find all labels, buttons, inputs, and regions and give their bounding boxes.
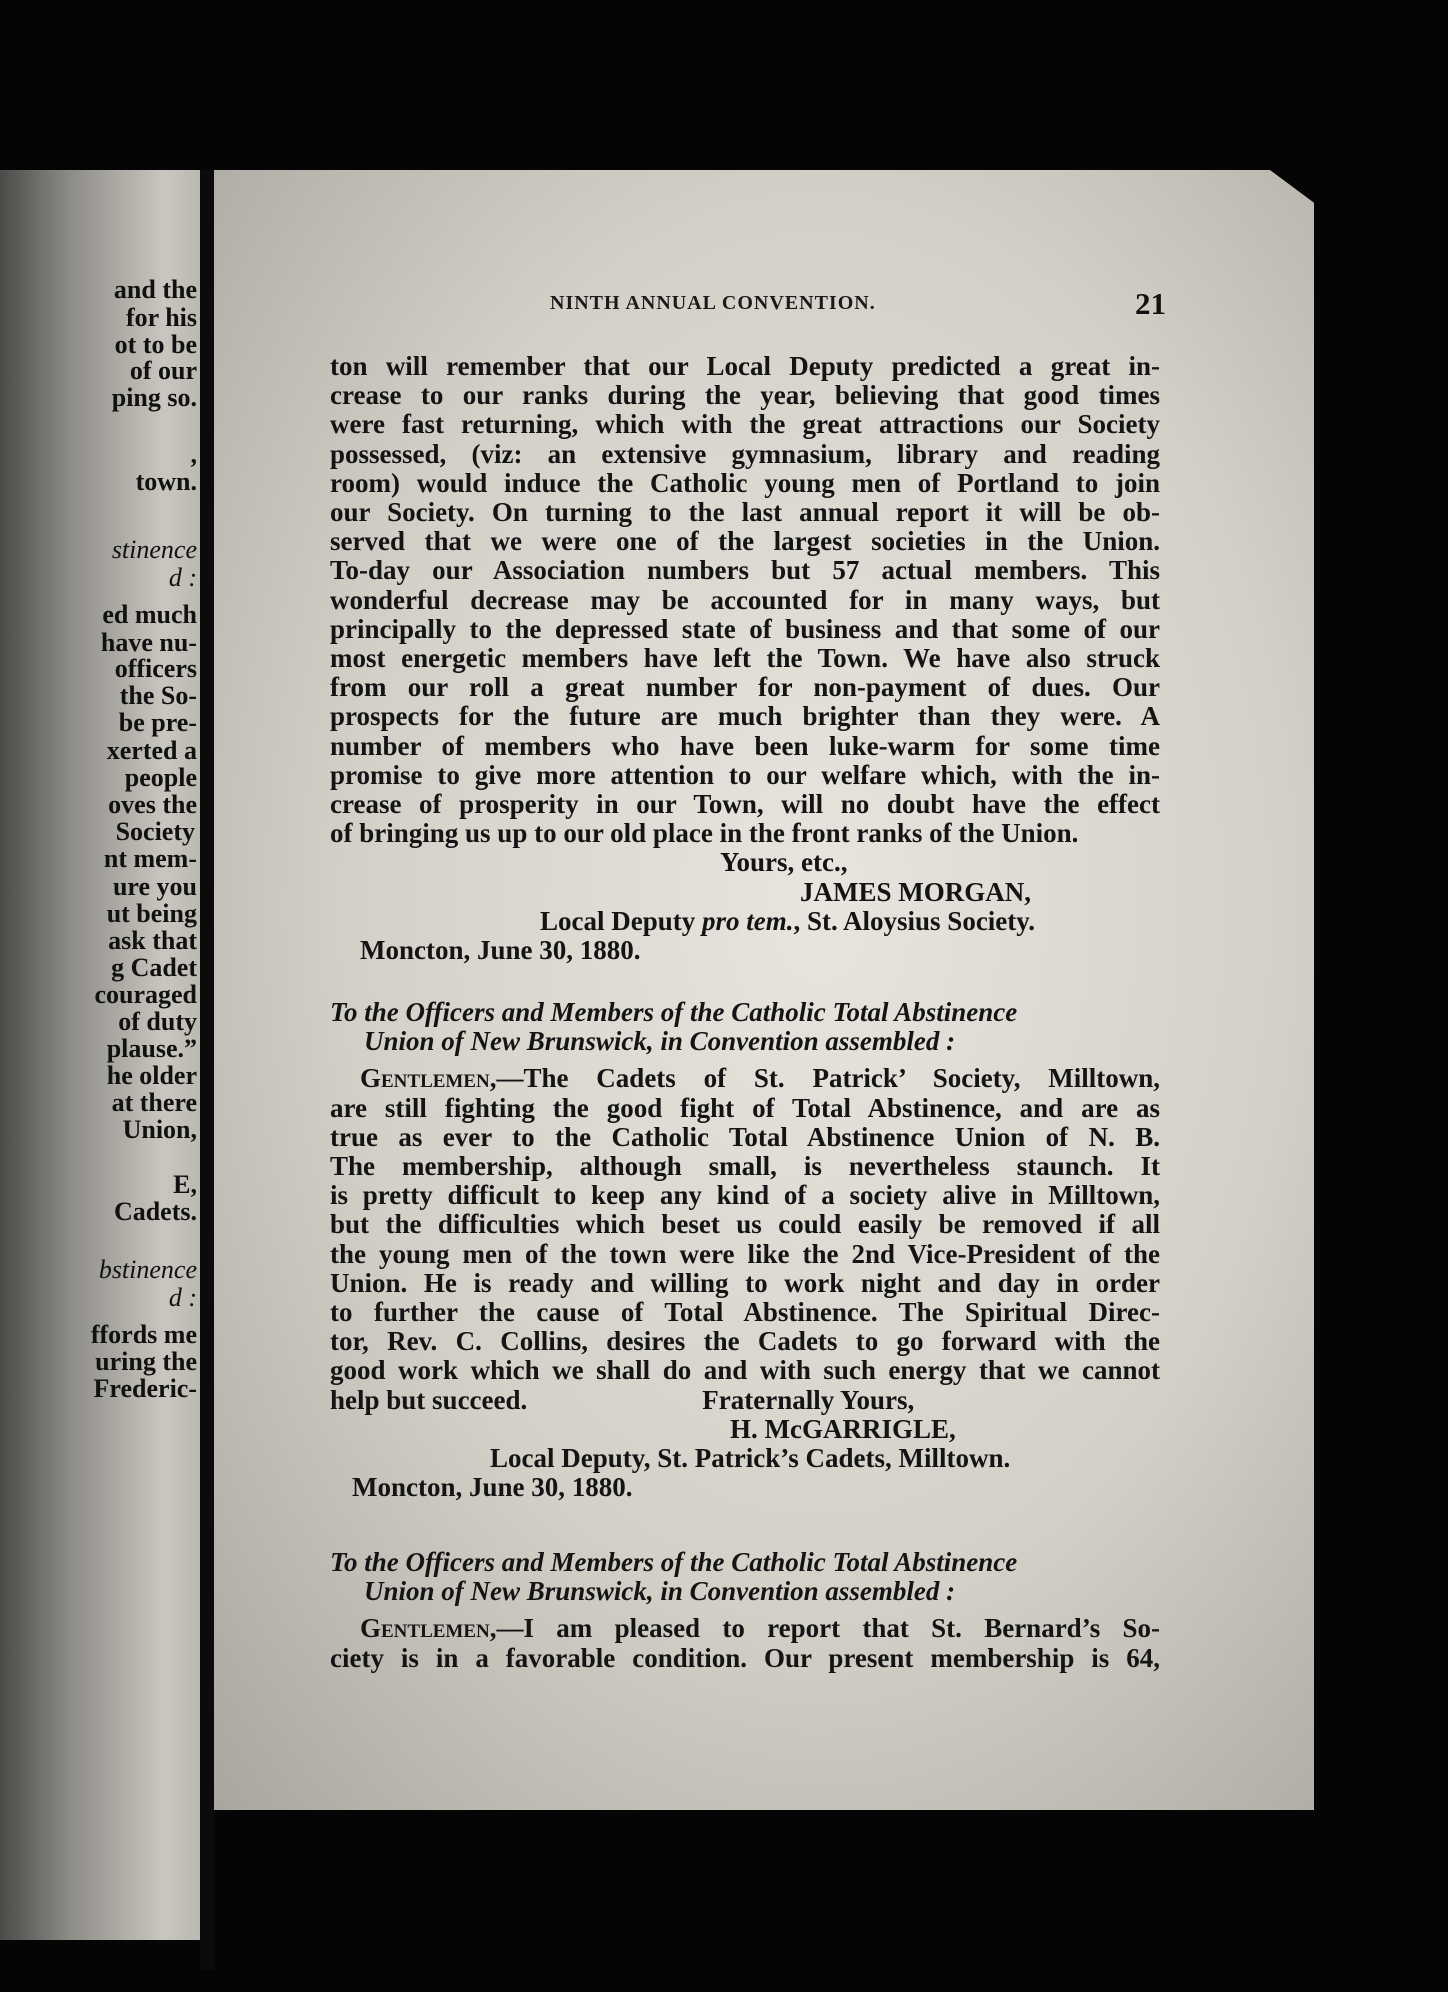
letter-1-body [330, 352, 1160, 848]
left-page-line: officers [114, 654, 197, 683]
left-page-line: d : [168, 563, 197, 592]
letter-1-signer-title: Local Deputy pro tem., St. Aloysius Society. [540, 905, 1036, 936]
letter-1-line: served that we were one of the largest societies in the Union. [330, 526, 1160, 557]
letter-1-line: crease to our ranks during the year, believing that good times [330, 380, 1160, 411]
letter-1-line: promise to give more attention to our welfare which, with the in- [330, 759, 1160, 790]
letter-2-line: good work which we shall do and with such energy that we cannot [330, 1355, 1160, 1386]
left-page-line: couraged [94, 980, 197, 1009]
left-page-line: have nu- [100, 628, 197, 657]
left-page-line: plause.” [106, 1034, 197, 1063]
left-page-line: Society [115, 817, 195, 846]
letter-1-line: most energetic members have left the Town. We have also struck [330, 643, 1160, 674]
letter-2-line: but the difficulties which beset us could easily be removed if all [330, 1209, 1160, 1240]
left-page-line: of duty [118, 1007, 197, 1036]
left-page-line: , [190, 440, 197, 469]
letter-2-signer-title: Local Deputy, St. Patrick’s Cadets, Milltown. [490, 1443, 1011, 1474]
page-number: 21 [1135, 286, 1166, 321]
letter-2-first-line: Gentlemen,—The Cadets of St. Patrick’ Society, Milltown, [360, 1063, 1160, 1094]
left-page-line: be pre- [118, 708, 197, 737]
letter-3 [330, 1548, 1160, 1673]
left-page-line: ure you [112, 872, 197, 901]
left-page-line: uring the [95, 1347, 197, 1376]
letter-1-line: crease of prosperity in our Town, will no doubt have the effect [330, 789, 1160, 820]
letter-3-second-line: ciety is in a favorable condition. Our present membership is 64, [330, 1642, 1160, 1673]
letter-1-line: ton will remember that our Local Deputy predicted a great in- [330, 351, 1160, 381]
letter-1 [330, 352, 1160, 965]
left-page-line: g Cadet [111, 953, 197, 982]
left-page-line: bstinence [98, 1255, 197, 1284]
letter-2-line: true as ever to the Catholic Total Abstinence Union of N. B. [330, 1121, 1160, 1152]
left-page-line: E, [173, 1170, 197, 1199]
letter-3-address-line-2: Union of New Brunswick, in Convention assembled : [364, 1576, 956, 1607]
letter-2-address-line-2: Union of New Brunswick, in Convention assembled : [364, 1026, 956, 1057]
letter-2 [330, 998, 1160, 1502]
left-page-line: ut being [106, 899, 197, 928]
letter-1-line: To-day our Association numbers but 57 actual members. This [330, 555, 1160, 586]
left-page-line: he older [106, 1061, 197, 1090]
letter-2-line: to further the cause of Total Abstinence. The Spiritual Direc- [330, 1297, 1160, 1328]
letter-1-line: prospects for the future are much brighter than they were. A [330, 701, 1160, 732]
left-page-line: ffords me [90, 1320, 197, 1349]
letter-2-address-line-1: To the Officers and Members of the Catholic Total Abstinence [330, 997, 1018, 1027]
left-page-line: ot to be [114, 330, 197, 359]
left-page-line: Cadets. [113, 1197, 197, 1226]
letter-2-line: is pretty difficult to keep any kind of a society alive in Milltown, [330, 1180, 1160, 1211]
left-page-line: for his [125, 303, 197, 332]
left-page-line: at there [111, 1088, 197, 1117]
letter-2-body [330, 1094, 1160, 1386]
letter-2-line: the young men of the town were like the 2nd Vice-President of the [330, 1238, 1160, 1269]
letter-2-line: tor, Rev. C. Collins, desires the Cadets to go forward with the [330, 1326, 1160, 1357]
letter-1-line: from our roll a great number for non-payment of dues. Our [330, 672, 1160, 703]
left-page-line: stinence [111, 535, 197, 564]
left-page [0, 170, 205, 1940]
left-page-line: nt mem- [103, 844, 197, 873]
letter-2-line: are still fighting the good fight of Total Abstinence, and are as [330, 1092, 1160, 1123]
letter-3-first-line: Gentlemen,—I am pleased to report that St. Bernard’s So- [360, 1613, 1160, 1644]
letter-1-line: room) would induce the Catholic young men of Portland to join [330, 467, 1160, 498]
running-title: NINTH ANNUAL CONVENTION. [550, 292, 876, 314]
left-page-line: and the [113, 275, 197, 304]
left-page-line: the So- [119, 681, 197, 710]
letter-1-line: wonderful decrease may be accounted for in many ways, but [330, 584, 1160, 615]
left-page-line: ed much [102, 600, 197, 629]
letter-2-signer: H. McGARRIGLE, [730, 1413, 956, 1444]
letter-2-line: Union. He is ready and willing to work night and day in order [330, 1267, 1160, 1298]
letter-1-line: principally to the depressed state of business and that some of our [330, 613, 1160, 644]
letter-2-place-date: Moncton, June 30, 1880. [352, 1472, 633, 1503]
left-page-line: xerted a [106, 736, 197, 765]
left-page-line: d : [168, 1283, 197, 1312]
left-page-line: Frederic- [93, 1374, 197, 1403]
left-page-line: oves the [108, 790, 197, 819]
letter-1-closing: Yours, etc., [720, 847, 848, 878]
letter-2-last-line: help but succeed. Fraternally Yours, [330, 1384, 915, 1415]
letter-1-line: possessed, (viz: an extensive gymnasium, library and reading [330, 438, 1160, 469]
left-page-line: town. [135, 467, 197, 496]
letter-1-signer: JAMES MORGAN, [800, 876, 1031, 907]
left-page-line: people [124, 763, 197, 792]
left-page-line: Union, [122, 1115, 197, 1144]
left-page-line: ask that [108, 926, 197, 955]
page-gutter [200, 170, 214, 1970]
letter-2-line: The membership, although small, is nevertheless staunch. It [330, 1151, 1160, 1182]
letter-1-line: were fast returning, which with the great attractions our Society [330, 409, 1160, 440]
letter-1-line: of bringing us up to our old place in the front ranks of the Union. [330, 818, 1079, 849]
letter-1-place-date: Moncton, June 30, 1880. [360, 935, 641, 966]
left-page-line: ping so. [111, 383, 197, 412]
letter-3-address-line-1: To the Officers and Members of the Catholic Total Abstinence [330, 1547, 1018, 1577]
letter-1-line: our Society. On turning to the last annual report it will be ob- [330, 497, 1160, 528]
left-page-line: of our [129, 356, 197, 385]
letter-1-line: number of members who have been luke-warm for some time [330, 730, 1160, 761]
